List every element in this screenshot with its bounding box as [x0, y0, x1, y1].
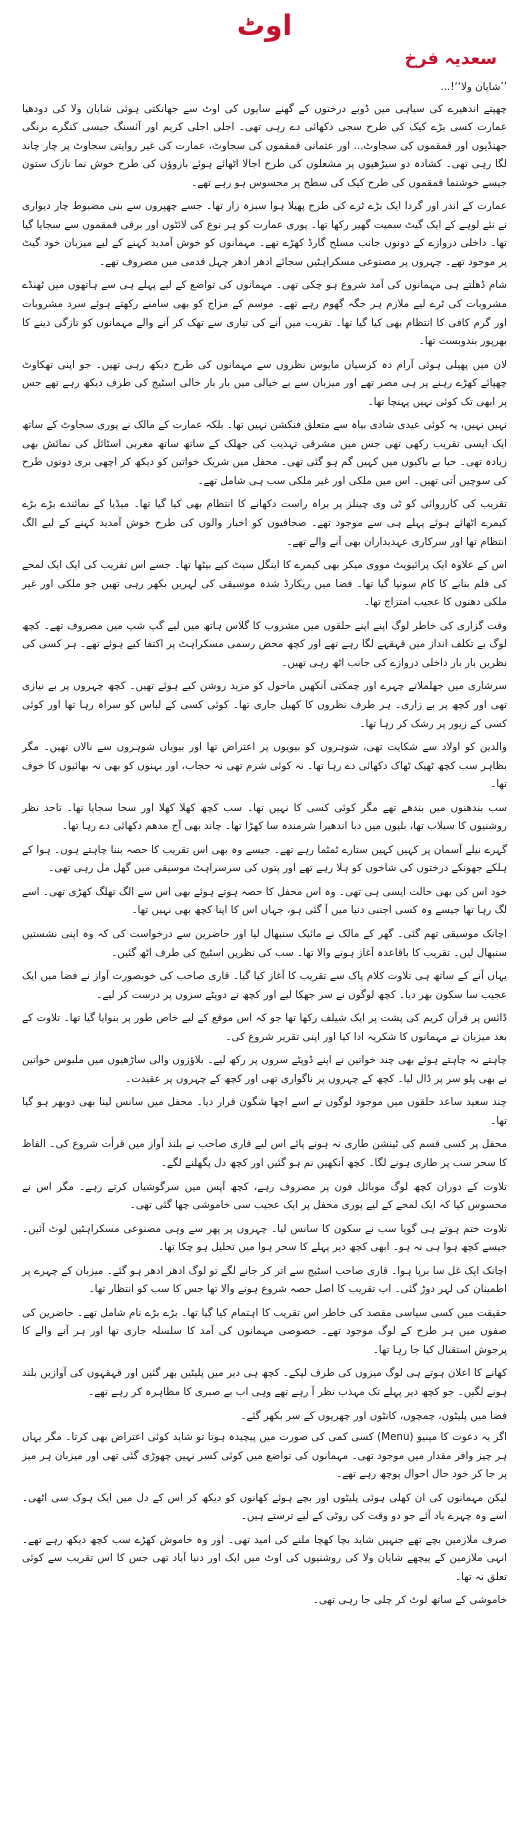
article-paragraph: والدین کو اولاد سے شکایت تھی، شوہروں کو بیویوں پر اعتراض تھا اور بیویاں شوہروں سے نالاں تھیں۔ مگر بظاہر سب کچھ ٹھیک ٹھاک دکھائی دے رہا تھا۔ نہ کوئی شرم تھی نہ حجاب، اور بہنوں کو بھی نہ بھائیوں کا خوف تھا۔	[22, 741, 507, 791]
article-paragraph: تلاوت کے دوران کچھ لوگ موبائل فون پر مصروف رہے، کچھ آپس میں سرگوشیاں کرتے رہے۔ مگر اس نے محسوس کیا کہ ایک لمحے کے لیے پوری محفل پر ایک عجیب سی خاموشی چھا گئی تھی۔	[22, 1180, 507, 1212]
article-paragraph: خود اس کی بھی حالت ایسی ہی تھی۔ وہ اس محفل کا حصہ ہوتے ہوئے بھی اس سے الگ تھلگ کھڑی تھی۔ اسے لگ رہا تھا جیسے وہ کسی اجنبی دنیا میں آ گئی ہو، جہاں اس کا اپنا کچھ بھی نہیں تھا۔	[22, 885, 507, 917]
article-paragraph: کھانے کا اعلان ہوتے ہی لوگ میزوں کی طرف لپکے۔ کچھ ہی دیر میں پلیٹیں بھر گئیں اور قہقہوں کی آوازیں بلند ہونے لگیں۔ جو کچھ دیر پہلے تک مہذب نظر آ رہے تھے وہی اب بے صبری کا مظاہرہ کر رہے تھے۔	[22, 1367, 507, 1398]
article-paragraph: لان میں پھیلی ہوئی آرام دہ کرسیاں مایوس نظروں سے مہمانوں کی طرح دیکھ رہی تھیں۔ جو اپنی تھکاوٹ چھپائے کھڑے رہنے پر ہی مصر تھے اور میزبان سے بے خیالی میں بار بار خالی اسٹیج کی طرف دیکھ رہے تھے جس پر ابھی تک کوئی نہیں پہنچا تھا۔	[22, 358, 507, 408]
article-paragraph: خاموشی کے ساتھ لوٹ کر چلی جا رہی تھی۔	[312, 1594, 507, 1607]
article-paragraph: شام ڈھلتے ہی مہمانوں کی آمد شروع ہو چکی تھی۔ مہمانوں کی تواضع کے لیے پہلے ہی سے ہاتھوں میں ٹھنڈے مشروبات کی ٹرے لیے ملازم ہر جگہ گھوم رہے تھے۔ موسم کے مزاج کو بھی سامنے رکھتے ہوئے سرد مشروبات اور گرم کافی کا انتظام بھی کیا گیا تھا۔ تقریب میں آنے کی تیاری سے تھک کر آنے والے مہمانوں کو تازگی دینے کا بھرپور بندوبست تھا۔	[22, 279, 507, 348]
article-paragraph: تلاوت ختم ہوتے ہی گویا سب نے سکون کا سانس لیا۔ چہروں پر پھر سے وہی مصنوعی مسکراہٹیں لوٹ آئیں۔ جیسے کچھ ہوا ہی نہ ہو۔ ابھی کچھ دیر پہلے کا سحر ہوا میں تحلیل ہو چکا تھا۔	[22, 1222, 507, 1254]
article-paragraph: یہاں آنے کے ساتھ ہی تلاوت کلام پاک سے تقریب کا آغاز کیا گیا۔ قاری صاحب کی خوبصورت آواز نے فضا میں ایک عجیب سا سکون بھر دیا۔ کچھ لوگوں نے سر جھکا لیے اور کچھ نے دوپٹے سروں پر درست کر لیے۔	[22, 970, 507, 1001]
article-paragraph: چاہتے نہ چاہتے ہوئے بھی چند خواتین نے اپنے ڈوپٹے سروں پر رکھ لیے۔ بلاؤزوں والی ساڑھیوں میں ملبوس خواتین نے بھی پلو سر پر ڈال لیا۔ کچھ کے چہروں پر ناگواری تھی اور کچھ کے چہروں پر عقیدت۔	[22, 1054, 507, 1085]
article-paragraph: اگر یہ دعوت کا مینیو (Menu) کسی کمی کی صورت میں پیچیدہ ہوتا تو شاید کوئی اعتراض بھی کرتا۔ مگر یہاں ہر چیز وافر مقدار میں موجود تھی۔ مہمانوں کی تواضع میں کوئی کسر نہیں چھوڑی گئی تھی اور میزبان ہر میز پر جا کر خود حال احوال پوچھ رہے تھے۔	[22, 1431, 507, 1481]
article-paragraph: اس کے علاوہ ایک پرائیویٹ مووی میکر بھی کیمرے کا اینگل سیٹ کیے بیٹھا تھا۔ جسے اس تقریب کی ایک ایک لمحے کی فلم بنانے کا کام سونپا گیا تھا۔ فضا میں ریکارڈ شدہ موسیقی کی لہریں بکھر رہی تھیں جو ملکی اور غیر ملکی دھنوں کا عجیب امتزاج تھا۔	[22, 559, 507, 609]
article-paragraph: محفل پر کسی قسم کی ٹینشن طاری نہ ہونے پائے اس لیے قاری صاحب نے بلند آواز میں قرأت شروع کی۔ الفاظ کا سحر سب پر طاری ہونے لگا۔ کچھ آنکھیں نم ہو گئیں اور کچھ دل پگھلنے لگے۔	[22, 1138, 507, 1169]
article-paragraph: صرف ملازمین بچے تھے جنہیں شاید بچا کھچا ملنے کی امید تھی۔ اور وہ خاموش کھڑے سب کچھ دیکھ رہے تھے۔ انہی ملازمین کے پیچھے شایان ولا کی روشنیوں کی اوٹ میں ایک اور دنیا آباد تھی جس کا اس تقریب سے کوئی تعلق نہ تھا۔	[22, 1533, 507, 1583]
article-paragraph: فضا میں پلیٹوں، چمچوں، کانٹوں اور چھریوں کے سر بکھر گئے۔	[240, 1409, 507, 1422]
article-paragraph: حقیقت میں کسی سیاسی مقصد کی خاطر اس تقریب کا اہتمام کیا گیا تھا۔ بڑے بڑے نام شامل تھے۔ حاضرین کی صفوں میں ہر طرح کے لوگ موجود تھے۔ خصوصی مہمانوں کی آمد کا سلسلہ جاری تھا اور ہر آنے والے کا پرجوش استقبال کیا جا رہا تھا۔	[22, 1306, 507, 1356]
article-paragraph: لیکن مہمانوں کی ان کھلی ہوئی پلیٹوں اور بچے ہوئے کھانوں کو دیکھ کر اس کے دل میں ایک ہوک سی اٹھی۔ اسے وہ چہرے یاد آئے جو دو وقت کی روٹی کے لیے ترستے ہیں۔	[22, 1491, 507, 1523]
article-title: اوٹ	[236, 9, 293, 42]
article-paragraph: عمارت کے اندر اور گردا ایک بڑے ٹرے کی طرح پھیلا ہوا سبزہ زار تھا۔ جسے چھپروں سے بنی مضبوط چار دیواری نے نئے لوہے کے ایک گیٹ سمیت گھیر رکھا تھا۔ پوری عمارت کو ہر نوع کی لائٹوں اور برقی قمقموں سے سجایا گیا تھا۔ داخلی دروازے کے دونوں جانب مسلح گارڈ کھڑے تھے۔ مہمانوں کو خوش آمدید کہنے کے لیے میزبان خود گیٹ پر موجود تھے۔ چہروں پر مصنوعی مسکراہٹیں سجائے ادھر ادھر چہل قدمی میں مصروف تھے۔	[22, 200, 507, 268]
article-paragraph: تقریب کی کارروائی کو ٹی وی چینلز پر براہ راست دکھانے کا انتظام بھی کیا گیا تھا۔ میڈیا کے نمائندے بڑے بڑے کیمرے اٹھائے ہوئے پہلے ہی سے موجود تھے۔ صحافیوں کو اخبار والوں کی طرح خوش آمدید کہنے کے لیے الگ انتظام تھا اور سرکاری عہدیداران بھی آنے والے تھے۔	[22, 498, 507, 548]
article-paragraph: سب بندھنوں میں بندھے تھے مگر کوئی کسی کا نہیں تھا۔ سب کچھ کھلا کھلا اور سجا سجایا تھا۔ تاحد نظر روشنیوں کا سیلاب تھا، بلیوں میں دبا اندھیرا شرمندہ سا کھڑا تھا۔ چاند بھی آج مدھم دکھائی دے رہا تھا۔	[22, 801, 507, 833]
article-paragraph: چھپتے اندھیرے کی سیاہی میں ڈوبے درختوں کے گھنے سایوں کی اوٹ سے جھانکتی ہوئی شایان ولا کی دودھیا عمارت کسی بڑے کیک کی طرح سجی دکھائی دے رہی تھی۔ اجلی اجلی کریم اور آئسنگ جیسی کنگرے برنگی جھنڈیوں اور قمقموں کی سجاوٹ... اور عثمانی قمقموں کی سجاوٹ، عمارت کی غیر روایتی سجاوٹ پر چار چاند لگا رہی تھی۔ کشادہ دو سیڑھیوں پر مشعلوں کی طرح اجالا اٹھائے ہوئے بازوؤں کی طرح خوش نما نازک ستون جیسے خوشنما قمقموں کی طرح کیک کی سطح پر محسوس ہو رہے تھے۔	[22, 102, 507, 189]
article-paragraph: سرشاری میں جھلملاتے چہرے اور چمکتی آنکھیں ماحول کو مزید روشن کیے ہوئے تھیں۔ کچھ چہروں پر بے نیازی تھی اور کچھ پر بے زاری۔ ہر طرف نظروں کا کھیل جاری تھا۔ کوئی کسی کے لباس کو سراہ رہا تھا اور کوئی کسی کے زیور پر رشک کر رہا تھا۔	[22, 680, 507, 730]
article-body	[22, 78, 507, 1610]
article-paragraph: ’’شایان ولا‘‘!...	[440, 81, 507, 93]
article-paragraph: گہرے نیلے آسمان پر کہیں کہیں ستارے ٹمٹما رہے تھے۔ جیسے وہ بھی اس تقریب کا حصہ بننا چاہتے ہوں۔ ہوا کے ہلکے جھونکے درختوں کی شاخوں کو ہلا رہے تھے اور پتوں کی سرسراہٹ موسیقی میں گھل مل رہی تھی۔	[22, 843, 507, 875]
article-paragraph: ڈائس پر قرآن کریم کی پشت پر ایک شیلف رکھا تھا جو کہ اس موقع کے لیے خاص طور پر بنوایا گیا تھا۔ تلاوت کے بعد میزبان نے مہمانوں کا شکریہ ادا کیا اور اپنی تقریر شروع کی۔	[22, 1012, 507, 1043]
article-paragraph: وقت گزاری کی خاطر لوگ اپنے اپنے حلقوں میں مشروب کا گلاس ہاتھ میں لیے گپ شپ میں مصروف تھے۔ کچھ لوگ بے تکلف انداز میں قہقہے لگا رہے تھے اور کچھ محض رسمی مسکراہٹ پر اکتفا کیے ہوئے تھے۔ ہر کسی کی نظریں بار بار داخلی دروازے کی جانب اٹھ رہی تھیں۔	[22, 619, 507, 669]
article-paragraph: اچانک موسیقی تھم گئی۔ گھر کے مالک نے مائیک سنبھال لیا اور حاضرین سے درخواست کی کہ وہ اپنی نشستیں سنبھال لیں۔ تقریب کا باقاعدہ آغاز ہونے والا تھا۔ سب کی نظریں اسٹیج کی طرف اٹھ گئیں۔	[22, 927, 507, 959]
article-paragraph: اچانک ایک غل سا برپا ہوا۔ قاری صاحب اسٹیج سے اتر کر جانے لگے تو لوگ ادھر ادھر ہو گئے۔ میزبان کے چہرے پر اطمینان کی لہر دوڑ گئی۔ اب تقریب کا اصل حصہ شروع ہونے والا تھا جس کا سب کو انتظار تھا۔	[22, 1264, 507, 1296]
article-author: سعدیہ فرخ	[404, 49, 497, 69]
article-paragraph: چند سعید ساعد حلقوں میں موجود لوگوں نے اسے اچھا شگون قرار دیا۔ محفل میں سانس لینا بھی دوبھر ہو گیا تھا۔	[22, 1096, 507, 1127]
article-paragraph: نہیں نہیں، یہ کوئی عیدی شادی بیاہ سے متعلق فنکشن نہیں تھا۔ بلکہ عمارت کے مالک نے پوری سجاوٹ کے ساتھ ایک ایسی تقریب رکھی تھی جس میں مشرقی تہذیب کی جھلک کے ساتھ ساتھ مغربی اسٹائل کی نمائش بھی زیادہ تھی۔ حیا بے باکیوں میں کہیں گم ہو گئی تھی۔ محفل میں شریک خواتین کو دیکھ کر اچھی بری دونوں طرح کی سوچیں آتی تھیں۔ اس میں ملکی اور غیر ملکی سب ہی شامل تھے۔	[22, 419, 507, 487]
